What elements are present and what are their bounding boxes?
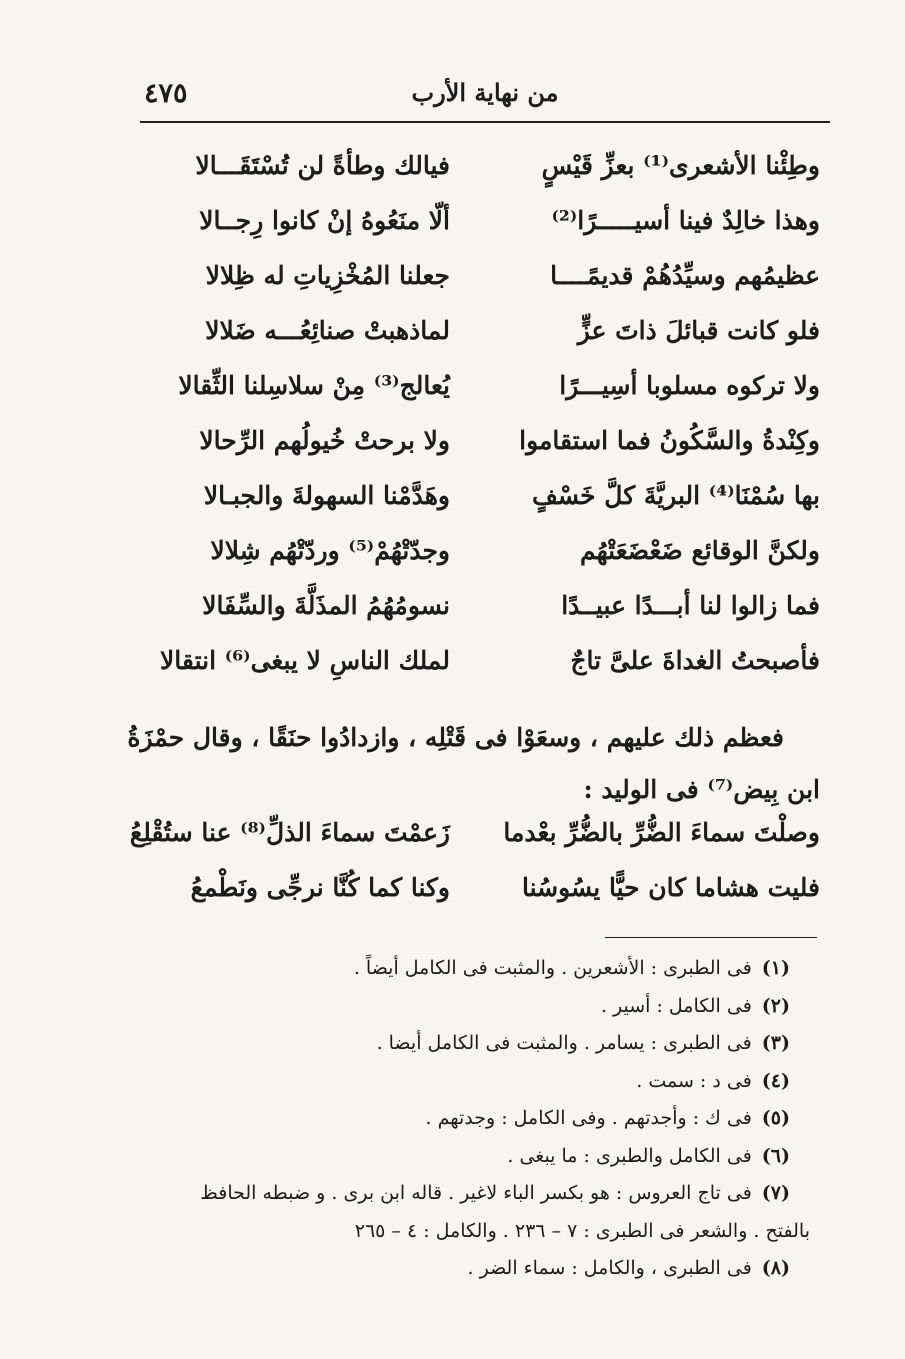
verse — [140, 528, 820, 583]
poem-block-1 — [140, 143, 820, 693]
footnote-text: فى الطبرى : يسامر . والمثبت فى الكامل أيضا . — [376, 1032, 752, 1054]
second-hemistich: يُعالج⁽³⁾ مِنْ سلاسِلنا الثِّقالا — [178, 371, 450, 400]
first-hemistich: ولا تركوه مسلوبا أسِيـــرًا — [559, 371, 820, 400]
first-hemistich: فليت هشاما كان حيًّا يسُوسُنا — [521, 873, 820, 902]
first-hemistich: فأصبحتُ الغداةَ علىَّ تاجٌ — [570, 646, 820, 675]
first-hemistich: عظيمُهم وسيِّدُهُمْ قديمًــــا — [550, 261, 820, 290]
second-hemistich: لملك الناسِ لا يبغى⁽⁶⁾ انتقالا — [160, 646, 450, 675]
second-hemistich: نسومُهُمُ المذَلَّةَ والسِّفَالا — [202, 591, 450, 620]
running-title: من نهاية الأرب — [411, 78, 559, 107]
footnote-number: (٨) — [761, 1257, 790, 1279]
second-hemistich: زَعمْتَ سماءَ الذلِّ⁽⁸⁾ عنا ستُقْلِعُ — [129, 818, 450, 847]
second-hemistich: جعلنا المُخْزِياتِ له ظِلالا — [205, 261, 450, 290]
second-hemistich: وجدّتْهُمْ⁽⁵⁾ وردّتْهُم شِلالا — [210, 536, 450, 565]
second-hemistich: وكنا كما كُنَّا نرجِّى ونَطْمعُ — [190, 873, 450, 902]
footnotes — [150, 950, 810, 1288]
footnote-number: (٤) — [761, 1069, 790, 1092]
verse — [140, 308, 820, 363]
footnote-text: فى الكامل والطبرى : ما يبغى . — [507, 1144, 752, 1167]
verse — [129, 810, 820, 865]
footnote — [150, 988, 810, 1026]
verse — [140, 865, 820, 920]
footnote — [150, 1100, 810, 1138]
first-hemistich: وكِنْدةُ والسَّكُونُ فما استقاموا — [519, 426, 820, 455]
footnote-text: فى ك : وأجدتهم . وفى الكامل : وجدتهم . — [425, 1107, 752, 1129]
second-hemistich: فيالك وطأةً لن تُسْتَقَـــالا — [195, 151, 450, 180]
second-hemistich: لماذهبتْ صنائِعُـــه ضَلالا — [205, 316, 450, 345]
footnote — [150, 1138, 810, 1176]
footnote-divider — [605, 937, 817, 938]
prose-paragraph — [127, 712, 820, 816]
verse — [140, 143, 820, 198]
footnote — [150, 1175, 810, 1213]
footnote-text: فى تاج العروس : هو بكسر الباء لاغير . قاله ابن برى . و ضبطه الحافظ — [200, 1182, 752, 1204]
first-hemistich: بها سُمْنَا⁽⁴⁾ البريَّةَ كلَّ خَسْفٍ — [531, 481, 820, 510]
footnote-number: (٦) — [761, 1144, 790, 1167]
page-header — [140, 72, 830, 122]
prose-line: فعظم ذلك عليهم ، وسعَوْا فى قَتْلِه ، وازدادُوا حنَقًا ، وقال حمْزَةُ — [127, 723, 784, 752]
first-hemistich: فما زالوا لنا أبـــدًا عبيــدًا — [561, 591, 820, 620]
verse — [140, 473, 820, 528]
poem-block-2 — [129, 810, 820, 920]
footnote — [150, 1250, 810, 1288]
first-hemistich: وصلْتَ سماءَ الضُّرِّ بالضُّرِّ بعْدما — [503, 818, 820, 847]
page-number: ٤٧٥ — [144, 78, 188, 109]
footnote-text: فى الطبرى : الأشعرين . والمثبت فى الكامل أيضاً . — [353, 957, 752, 979]
verse — [140, 583, 820, 638]
footnote-text: بالفتح . والشعر فى الطبرى : ٧ – ٢٣٦ . والكامل : ٤ – ٢٦٥ — [354, 1219, 810, 1242]
second-hemistich: ألّا منَعُوهُ إنْ كانوا رِجــالا — [199, 206, 450, 235]
verse — [140, 198, 820, 253]
verse — [140, 363, 820, 418]
first-hemistich: فلو كانت قبائلَ ذاتَ عزٍّ — [577, 316, 820, 345]
first-hemistich: ولكنَّ الوقائع ضَعْضَعَتْهُم — [580, 536, 820, 565]
verse — [140, 638, 820, 693]
verse — [140, 253, 820, 308]
footnote-text: فى الطبرى ، والكامل : سماء الضر . — [467, 1257, 752, 1279]
first-hemistich: وهذا خالِدٌ فينا أسيـــــرًا⁽²⁾ — [551, 206, 820, 235]
footnote-text: فى الكامل : أسير . — [600, 994, 752, 1017]
footnote-number: (١) — [761, 957, 790, 979]
footnote-number: (٧) — [761, 1182, 790, 1204]
footnote-continuation — [150, 1213, 810, 1251]
prose-line: ابن بِيض⁽⁷⁾ فى الوليد : — [583, 775, 820, 804]
footnote-number: (٥) — [761, 1107, 790, 1129]
verse — [140, 418, 820, 473]
second-hemistich: وهَدَّمْنا السهولةَ والجبـالا — [203, 481, 450, 510]
second-hemistich: ولا برحتْ خُيولُهم الرِّحالا — [199, 426, 450, 455]
footnote — [150, 1063, 810, 1101]
footnote-number: (٣) — [761, 1032, 790, 1054]
footnote — [150, 950, 810, 988]
footnote-text: فى د : سمت . — [636, 1069, 752, 1092]
footnote-number: (٢) — [761, 994, 790, 1017]
footnote — [150, 1025, 810, 1063]
header-divider — [140, 121, 830, 123]
first-hemistich: وطِئْنا الأشعرى⁽¹⁾ بعزِّ قَيْسٍ — [541, 151, 820, 180]
